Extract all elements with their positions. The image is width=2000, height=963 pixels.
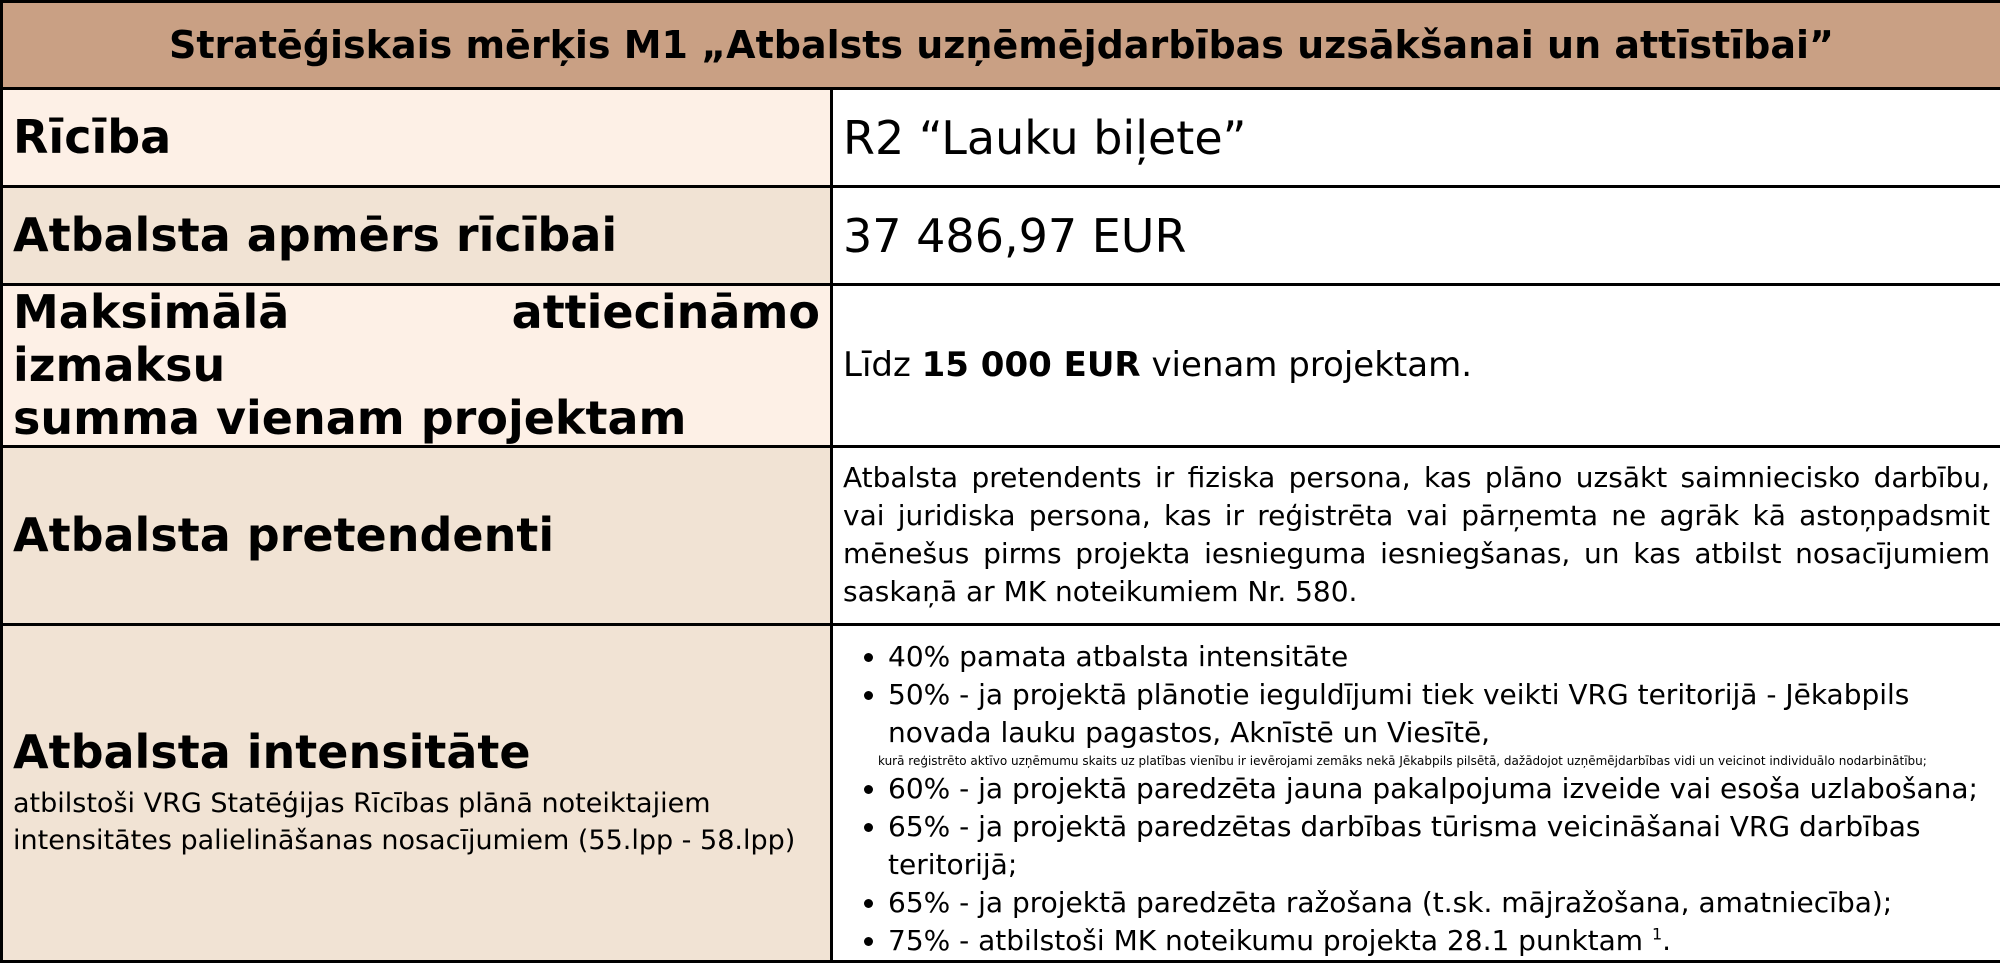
- intensity-label: Atbalsta intensitāte: [13, 726, 820, 779]
- applicants-value: Atbalsta pretendents ir fiziska persona, kas plāno uzsākt saimniecisko darbību, vai juridiska persona, kas ir reģistrēta vai pārņemta ne agrāk kā astoņpadsmit mēnešus pirms projekta iesnieguma iesniegšanas, un kas atbilst nosacījumiem saskaņā ar MK noteikumiem Nr. 580.: [832, 446, 2000, 624]
- table-row: [2, 446, 2000, 624]
- intensity-list: [843, 638, 1990, 752]
- footnote-mark: 1: [1652, 924, 1662, 943]
- support-amount-label: Atbalsta apmērs rīcībai: [2, 187, 832, 285]
- table-row: [2, 624, 2000, 961]
- max-cost-label: [2, 285, 832, 447]
- intensity-list-cell: [832, 624, 2000, 961]
- intensity-note: atbilstoši VRG Statēģijas Rīcības plānā noteiktajiem intensitātes palielināšanas nosacījumiem (55.lpp - 58.lpp): [13, 785, 820, 859]
- intensity-list-cont: [843, 770, 1990, 960]
- list-item-end: .: [1662, 924, 1671, 957]
- list-item: [888, 676, 1990, 752]
- max-cost-label-text: [13, 286, 820, 445]
- table-title: Stratēģiskais mērķis M1 „Atbalsts uzņēmējdarbības uzsākšanai un attīstībai”: [2, 2, 2000, 89]
- list-item: [888, 922, 1990, 960]
- table-row: [2, 285, 2000, 447]
- list-item: • 65% - ja projektā paredzētas darbības tūrisma veicināšanai VRG darbības teritorijā;: [888, 808, 1990, 884]
- table-row: [2, 187, 2000, 285]
- applicants-label: Atbalsta pretendenti: [2, 446, 832, 624]
- list-item: • 65% - ja projektā paredzēta ražošana (t.sk. mājražošana, amatniecība);: [888, 884, 1990, 922]
- max-cost-suffix: vienam projektam.: [1151, 345, 1472, 385]
- list-item: • 60% - ja projektā paredzēta jauna pakalpojuma izveide vai esoša uzlabošana;: [888, 770, 1990, 808]
- action-label: Rīcība: [2, 89, 832, 187]
- max-cost-amount: 15 000 EUR: [922, 345, 1141, 385]
- action-value: R2 “Lauku biļete”: [832, 89, 2000, 187]
- list-item-text: 75% - atbilstoši MK noteikumu projekta 28.1 punktam: [888, 924, 1643, 957]
- list-item: • 40% pamata atbalsta intensitāte: [888, 638, 1990, 676]
- max-cost-prefix: Līdz: [843, 345, 911, 385]
- max-cost-label-line2: summa vienam projektam: [13, 392, 820, 445]
- max-cost-label-line1: Maksimālā attiecināmo izmaksu: [13, 285, 820, 392]
- list-item-text: 50% - ja projektā plānotie ieguldījumi tiek veikti VRG teritorijā - Jēkabpils novada lauku pagastos, Aknīstē un Viesītē,: [888, 678, 1909, 749]
- support-amount-value: 37 486,97 EUR: [832, 187, 2000, 285]
- max-cost-value: [832, 285, 2000, 447]
- table-row: [2, 89, 2000, 187]
- intensity-label-cell: [2, 624, 832, 961]
- small-note: kurā reģistrēto aktīvo uzņēmumu skaits uz platības vienību ir ievērojami zemāks nekā Jēkabpils pilsētā, dažādojot uzņēmējdarbības vidi un veicinot individuālo nodarbinātību;: [878, 752, 1990, 770]
- title-row: [2, 2, 2000, 89]
